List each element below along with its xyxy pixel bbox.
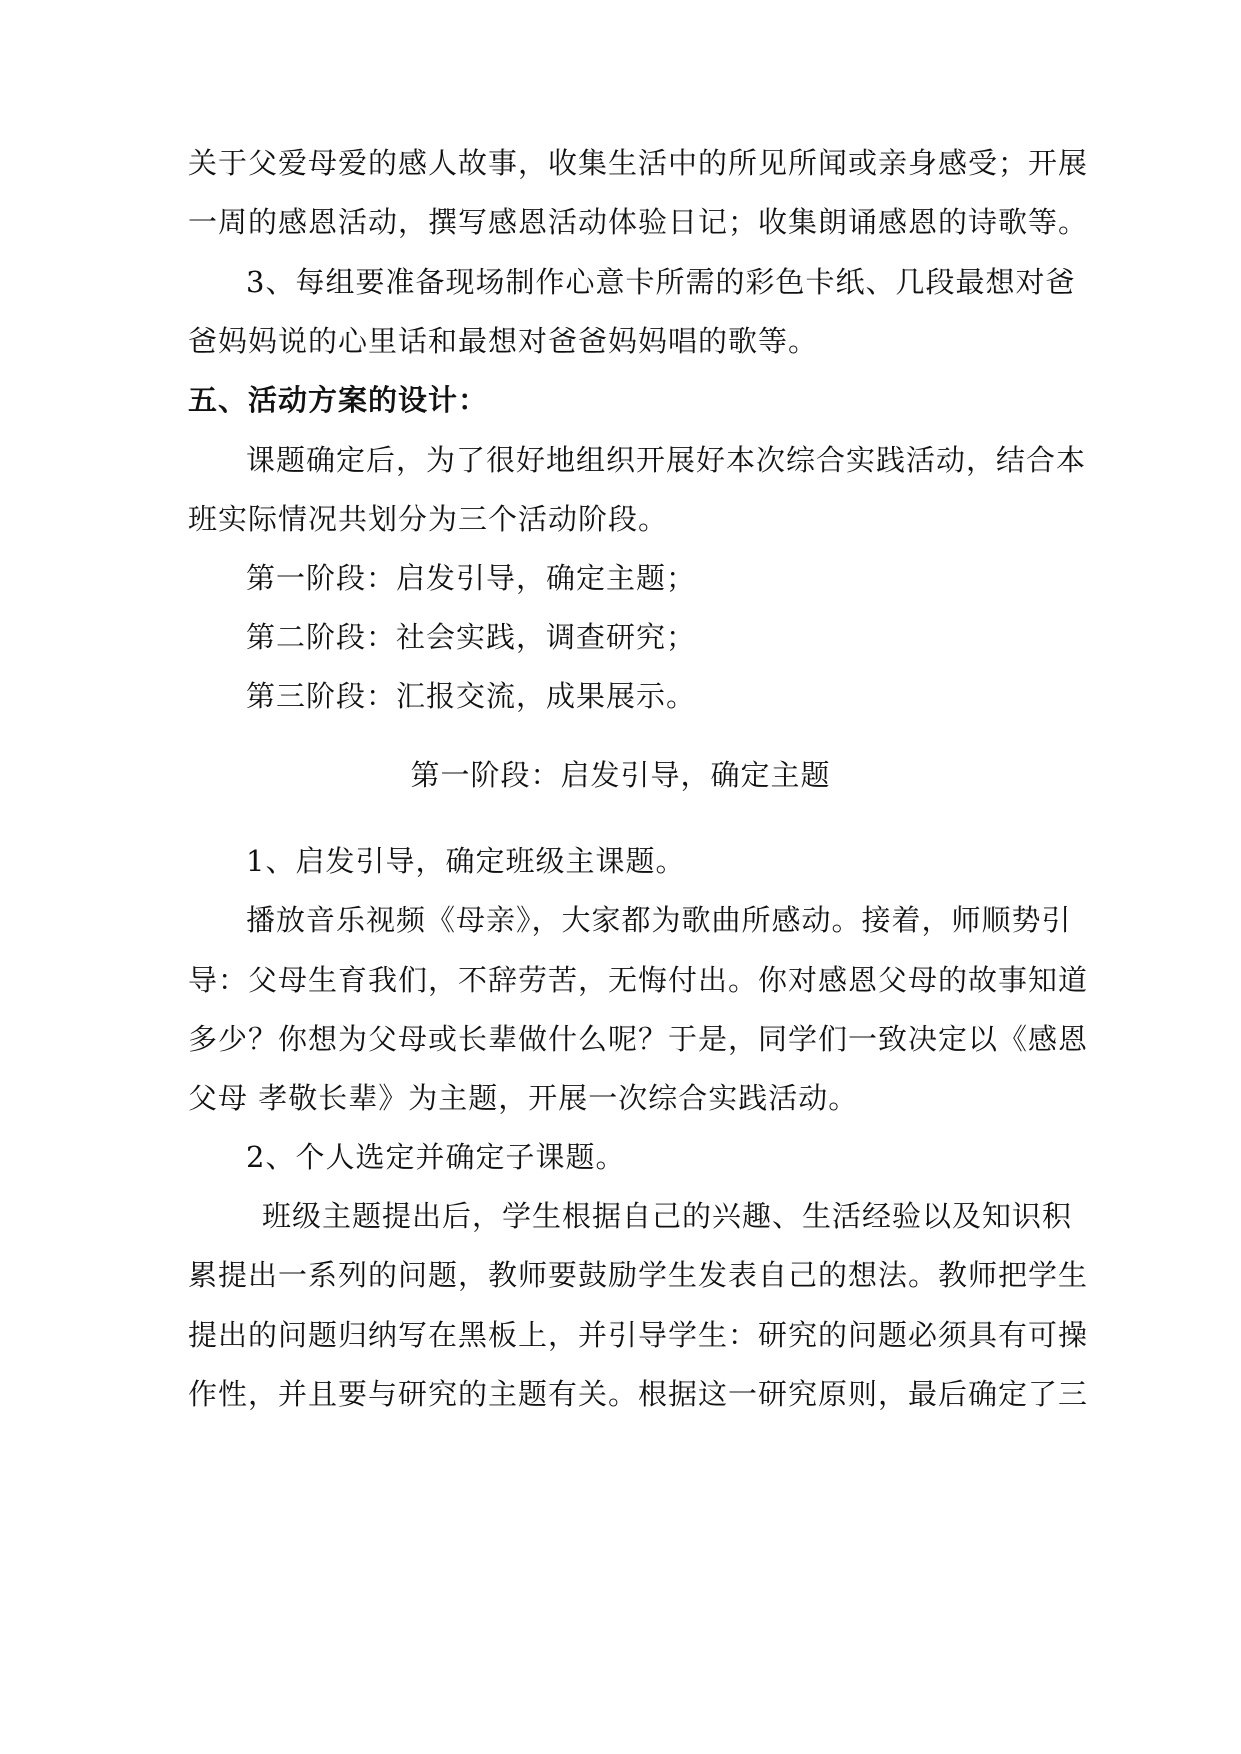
paragraph-line: 爸妈妈说的心里话和最想对爸爸妈妈唱的歌等。 (188, 324, 819, 358)
paragraph-line: 班实际情况共划分为三个活动阶段。 (188, 502, 669, 536)
paragraph-line: 关于父爱母爱的感人故事，收集生活中的所见所闻或亲身感受；开展 (188, 146, 1089, 180)
paragraph-line: 父母 孝敬长辈》为主题，开展一次综合实践活动。 (188, 1081, 859, 1115)
paragraph-line: 1、启发引导，确定班级主课题。 (246, 844, 686, 878)
paragraph-line: 累提出一系列的问题，教师要鼓励学生发表自己的想法。教师把学生 (188, 1258, 1089, 1292)
paragraph-line: 多少？你想为父母或长辈做什么呢？于是，同学们一致决定以《感恩 (188, 1022, 1089, 1056)
paragraph-line: 班级主题提出后，学生根据自己的兴趣、生活经验以及知识积 (262, 1199, 1073, 1233)
paragraph-line: 3、每组要准备现场制作心意卡所需的彩色卡纸、几段最想对爸 (246, 265, 1076, 299)
stage-list-item: 第三阶段：汇报交流，成果展示。 (246, 679, 697, 713)
stage-list-item: 第二阶段：社会实践，调查研究； (246, 620, 697, 654)
paragraph-line: 播放音乐视频《母亲》，大家都为歌曲所感动。接着，师顺势引 (246, 903, 1072, 937)
paragraph-line: 导：父母生育我们，不辞劳苦，无悔付出。你对感恩父母的故事知道 (188, 963, 1089, 997)
paragraph-line: 作性，并且要与研究的主题有关。根据这一研究原则，最后确定了三 (188, 1377, 1089, 1411)
paragraph-line: 课题确定后，为了很好地组织开展好本次综合实践活动，结合本 (246, 443, 1087, 477)
section-heading: 五、活动方案的设计： (188, 383, 489, 417)
paragraph-line: 一周的感恩活动，撰写感恩活动体验日记；收集朗诵感恩的诗歌等。 (188, 205, 1089, 239)
stage-list-item: 第一阶段：启发引导，确定主题； (246, 561, 697, 595)
paragraph-line: 2、个人选定并确定子课题。 (246, 1140, 626, 1174)
stage-title: 第一阶段：启发引导，确定主题 (410, 758, 831, 792)
paragraph-line: 提出的问题归纳写在黑板上，并引导学生：研究的问题必须具有可操 (188, 1318, 1089, 1352)
